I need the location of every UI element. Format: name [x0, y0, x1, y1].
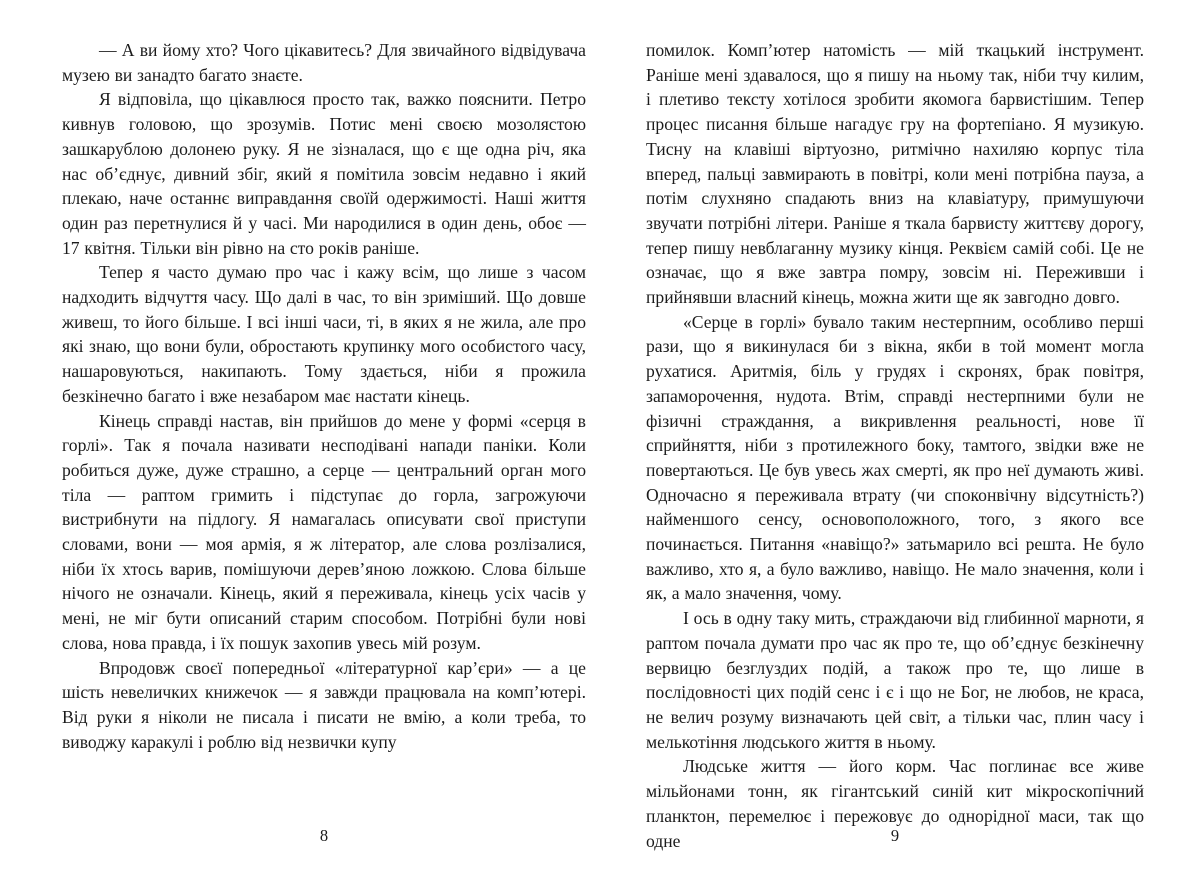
book-paragraph-continuation: помилок. Комп’ютер натомість — мій ткацький інструмент. Раніше мені здавалося, що я пишу на ньому так, ніби тчу килим, і плетиво тексту хотілося зробити якомога барвистішим. Тепер процес писання більше нагадує гру на фортепіано. Я музикую. Тисну на клавіші віртуозно, ритмічно нахиляю корпус тіла вперед, пальці завмирають в повітрі, коли мені потрібна пауза, а потім слухняно спадають вниз на клавіатуру, примушуючи звучати потрібні літери. Раніше я ткала барвисту життєву дорогу, тепер пишу невблаганну музику кінця. Реквієм самій собі. Це не означає, що я вже завтра помру, зовсім ні. Переживши і прийнявши власний кінець, можна жити ще як завгодно довго.	[646, 40, 1144, 308]
page-right-text-column	[646, 38, 1144, 853]
book-paragraph: Впродовж своєї попередньої «літературної кар’єри» — а це шість невеличких книжечок — я завжди працювала на комп’ютері. Від руки я ніколи не писала і писати не вмію, а коли треба, то виводжу каракулі і роблю від незвички купу	[62, 657, 586, 752]
page-number-right: 9	[890, 826, 900, 845]
page-left-text-column	[62, 38, 586, 754]
book-paragraph: Кінець справді настав, він прийшов до мене у формі «серця в горлі». Так я почала називати несподівані напади паніки. Коли робиться дуже, дуже страшно, а серце — центральний орган мого тіла — раптом гримить і підступає до горла, загрожуючи вистрибнути на підлогу. Я намагалась описувати свої приступи словами, вони — моя армія, я ж літератор, але слова розлізалися, ніби їх хтось варив, помішуючи дерев’яною ложкою. Слова більше нічого не означали. Кінець, який я переживала, кінець усіх часів у мені, не міг бути описаний старим способом. Потрібні були нові слова, нова правда, і їх пошук захопив увесь мій розум.	[62, 410, 586, 653]
book-paragraph: Я відповіла, що цікавлюся просто так, важко пояснити. Петро кивнув головою, що зрозумів. Потис мені своєю мозолястою зашкарублою долонею руку. Я не зізналася, що є ще одна річ, яка нас об’єднує, дивний збіг, який я помітила зовсім недавно і який плекаю, наче останнє виправдання своїй одержимості. Наші життя один раз перетнулися й у часі. Ми народилися в один день, обоє — 17 квітня. Тільки він рівно на сто років раніше.	[62, 89, 586, 258]
page-number-left: 8	[319, 826, 329, 845]
book-paragraph: — А ви йому хто? Чого цікавитесь? Для звичайного відвідувача музею ви занадто багато знаєте.	[62, 40, 586, 85]
book-paragraph: Людське життя — його корм. Час поглинає все живе мільйонами тонн, як гігантський синій кит мікроскопічний планктон, перемелює і пережовує до однорідної маси, так що одне	[646, 756, 1144, 851]
book-paragraph: «Серце в горлі» бувало таким нестерпним, особливо перші рази, що я викинулася би з вікна, якби в той момент могла рухатися. Аритмія, біль у грудях і скронях, брак повітря, запаморочення, нудота. Втім, справді нестерпними були не фізичні страждання, а викривлення реальності, нове її сприйняття, ніби з протилежного боку, тамтого, звідки вже не повертаються. Це був увесь жах смерті, як про неї думають живі. Одночасно я переживала втрату (чи споконвічну відсутність?) найменшого сенсу, основоположного, того, з якого все починається. Питання «навіщо?» затьмарило всі решта. Не було важливо, хто я, а було важливо, навіщо. Не мало значення, коли і як, а мало значення, чому.	[646, 311, 1144, 604]
book-paragraph: І ось в одну таку мить, страждаючи від глибинної марноти, я раптом почала думати про час як про те, що об’єднує безкінечну вервицю безглуздих подій, а також про те, що лише в послідовності цих подій сенс і є і що не Бог, не любов, не краса, не велич розуму визначають цей світ, а тільки час, плин часу і мелькотіння людського життя в ньому.	[646, 608, 1144, 752]
book-paragraph: Тепер я часто думаю про час і кажу всім, що лише з часом надходить відчуття часу. Що далі в час, то він зриміший. Що довше живеш, то його більше. І всі інші часи, ті, в яких я не жила, але про які знаю, що вони були, обростають крупинку мого особистого часу, нашаровуються, накипають. Тому здається, ніби я прожила безкінечно багато і вже незабаром має настати кінець.	[62, 262, 586, 406]
